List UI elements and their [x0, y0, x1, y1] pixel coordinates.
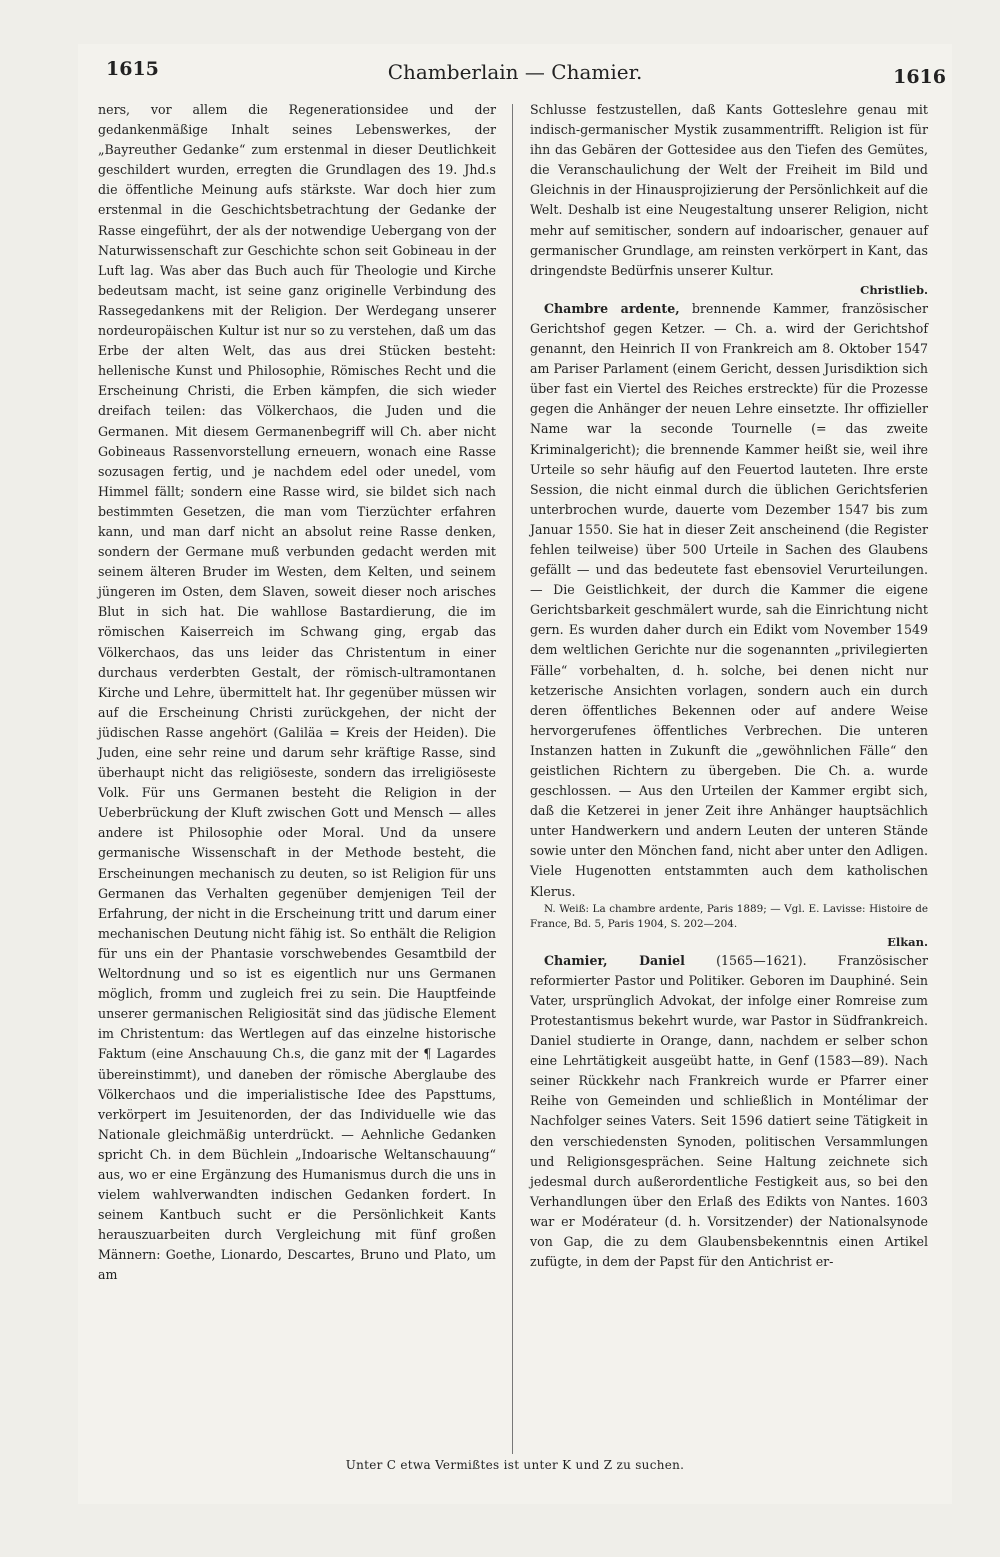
literature-references: N. Weiß: La chambre ardente, Paris 1889; — Vgl. E. Lavisse: Histoire de France, Bd. 5, Paris 1904, S. 202—204.: [530, 902, 928, 931]
entry-continuation: Schlusse festzustellen, daß Kants Gotteslehre genau mit indisch-germanischer Mystik zusammentrifft. Religion ist für ihn das Gebären der Gottesidee aus den Tiefen des Gemütes, die Veranschaulichung der Welt der Freiheit im Bild und Gleichnis in der Hinausprojizierung der Persönlichkeit auf die Welt. Deshalb ist eine Neugestaltung unserer Religion, nicht mehr auf semitischer, sondern auf indoarischer, genauer auf germanischer Grundlage, am reinsten verkörpert in Kant, das dringendste Bedürfnis unserer Kultur.: [530, 102, 928, 278]
column-divider: [512, 104, 513, 1454]
page-number-left: 1615: [106, 58, 159, 80]
lemma-chamier: Chamier, Daniel: [544, 952, 685, 968]
page-number-right: 1616: [893, 66, 946, 88]
right-column: [530, 100, 928, 1272]
footer-note: Unter C etwa Vermißtes ist unter K und Z zu suchen.: [345, 1458, 685, 1472]
left-column-text: ners, vor allem die Regenerationsidee und der gedankenmäßige Inhalt seines Lebenswerkes, der „Bayreuther Gedanke“ zum erstenmal in dieser Deutlichkeit geschildert wurden, erregten die Grundlagen des 19. Jhd.s die öffentliche Meinung aufs stärkste. War doch hier zum erstenmal in die Geschichtsbetrachtung der Gedanke der Rasse eingeführt, der als der notwendige Uebergang von der Naturwissenschaft zur Geschichte schon seit Gobineau in der Luft lag. Was aber das Buch auch für Theologie und Kirche bedeutsam macht, ist seine ganz originelle Verbindung des Rassegedankens mit der Religion. Der Werdegang unserer nordeuropäischen Kultur ist nur so zu verstehen, daß um das Erbe der alten Welt, das aus drei Stücken besteht: hellenische Kunst und Philosophie, Römisches Recht und die Erscheinung Christi, die Erben kämpfen, die sich wieder dreifach teilen: das Völkerchaos, die Juden und die Germanen. Mit diesem Germanenbegriff will Ch. aber nicht Gobineaus Rassenvorstellung erneuern, wonach eine Rasse sozusagen fertig, und je nachdem edel oder unedel, vom Himmel fällt; sondern eine Rasse wird, sie bildet sich nach bestimmten Gesetzen, die man vom Tierzüchter erfahren kann, und man darf nicht an absolut reine Rasse denken, sondern der Germane muß verbunden gedacht werden mit seinem älteren Bruder im Westen, dem Kelten, und seinem jüngeren im Osten, dem Slaven, soweit dieser noch arisches Blut in sich hat. Die wahllose Bastardierung, die im römischen Kaiserreich im Schwang ging, ergab das Völkerchaos, das uns leider das Christentum in einer durchaus verderbten Gestalt, der römisch-ultramontanen Kirche und Lehre, übermittelt hat. Ihr gegenüber müssen wir auf die Erscheinung Christi zurückgehen, der nicht der jüdischen Rasse angehört (Galiläa = Kreis der Heiden). Die Juden, eine sehr reine und darum sehr kräftige Rasse, sind überhaupt nicht das religiöseste, sondern das irreligiöseste Volk. Für uns Germanen besteht die Religion in der Ueberbrückung der Kluft zwischen Gott und Mensch — alles andere ist Philosophie oder Moral. Und da unsere germanische Wissenschaft in der Methode besteht, die Erscheinungen mechanisch zu deuten, so ist Religion für uns Germanen das Verhalten gegenüber demjenigen Teil der Erfahrung, der nicht in die Erscheinung tritt und darum einer mechanischen Deutung nicht fähig ist. So enthält die Religion für uns ein der Phantasie vorschwebendes Gesamtbild der Weltordnung und so ist es eigentlich nur uns Germanen möglich, fromm und zugleich frei zu sein. Die Hauptfeinde unserer germanischen Religiosität sind das jüdische Element im Christentum: das Wertlegen auf das einzelne historische Faktum (eine Anschauung Ch.s, die ganz mit der ¶ Lagardes übereinstimmt), und daneben der römische Aberglaube des Völkerchaos und die imperialistische Idee des Papsttums, verkörpert im Jesuitenorden, der das Individuelle wie das Nationale gleichmäßig unterdrückt. — Aehnliche Gedanken spricht Ch. in dem Büchlein „Indoarische Weltanschauung“ aus, wo er eine Ergänzung des Humanismus durch die uns in vielem wahlverwandten indischen Gedanken fordert. In seinem Kantbuch sucht er die Persönlichkeit Kants herauszuarbeiten durch Vergleichung mit fünf großen Männern: Goethe, Lionardo, Descartes, Bruno und Plato, um am: [98, 102, 496, 1283]
author-signature-elkan: Elkan.: [887, 934, 928, 949]
entry-chamier: [530, 951, 928, 1273]
lemma-chambre-ardente: Chambre ardente,: [544, 300, 680, 316]
entry-chamier-text: (1565—1621). Französischer reformierter Pastor und Politiker. Geboren im Dauphiné. Sein Vater, ursprünglich Advokat, der infolge einer Romreise zum Protestantismus bekehrt wurde, war Pastor in Südfrankreich. Daniel studierte in Orange, dann, nachdem er selber schon eine Lehrtätigkeit ausgeübt hatte, in Genf (1583—89). Nach seiner Rückkehr nach Frankreich wurde er Pfarrer einer Reihe von Gemeinden und schließlich in Montélimar der Nachfolger seines Vaters. Seit 1596 datiert seine Tätigkeit in den verschiedensten Synoden, politischen Versammlungen und Religionsgesprächen. Seine Haltung zeichnete sich jedesmal durch außerordentliche Festigkeit aus, so bei den Verhandlungen über den Erlaß des Edikts von Nantes. 1603 war er Modérateur (d. h. Vorsitzender) der Nationalsynode von Gap, die zu dem Glaubensbekenntnis einen Artikel zufügte, in dem der Papst für den Antichrist er-: [530, 952, 928, 1270]
entry-chambre-ardente-text: brennende Kammer, französischer Gerichtshof gegen Ketzer. — Ch. a. wird der Gerichtshof genannt, den Heinrich II von Frankreich am 8. Oktober 1547 am Pariser Parlament (einem Gericht, dessen Jurisdiktion sich über fast ein Viertel des Reiches erstreckte) für die Prozesse gegen die Anhänger der neuen Lehre einsetzte. Ihr offizieller Name war la seconde Tournelle (= das zweite Kriminalgericht); die brennende Kammer heißt sie, weil ihre Urteile so sehr häufig auf den Feuertod lauteten. Ihre erste Session, die nicht einmal durch die üblichen Gerichtsferien unterbrochen wurde, dauerte vom Dezember 1547 bis zum Januar 1550. Sie hat in dieser Zeit anscheinend (die Register fehlen teilweise) über 500 Urteile in Sachen des Glaubens gefällt — und das bedeutete fast ebensoviel Verurteilungen. — Die Geistlichkeit, der durch die Kammer die eigene Gerichtsbarkeit geschmälert wurde, sah die Einrichtung nicht gern. Es wurden daher durch ein Edikt vom November 1549 dem weltlichen Gerichte nur die sogenannten „privilegierten Fälle“ vorbehalten, d. h. solche, bei denen nicht nur ketzerische Ansichten vorlagen, sondern auch ein durch deren öffentliches Bekennen oder auf andere Weise hervorgerufenes öffentliches Verbrechen. Die unteren Instanzen hatten in Zukunft die „gewöhnlichen Fälle“ den geistlichen Richtern zu übergeben. Die Ch. a. wurde geschlossen. — Aus den Urteilen der Kammer ergibt sich, daß die Ketzerei in jener Zeit ihre Anhänger hauptsächlich unter Handwerkern und andern Leuten der unteren Stände sowie unter den Mönchen fand, nicht aber unter den Adligen. Viele Hugenotten entstammten auch dem katholischen Klerus.: [530, 300, 928, 899]
header-title: Chamberlain — Chamier.: [387, 60, 643, 84]
entry-chambre-ardente: [530, 299, 928, 902]
left-column: [98, 100, 496, 1286]
author-signature-christlieb: Christlieb.: [860, 282, 928, 297]
book-page: [78, 44, 952, 1504]
running-header: [78, 58, 952, 92]
